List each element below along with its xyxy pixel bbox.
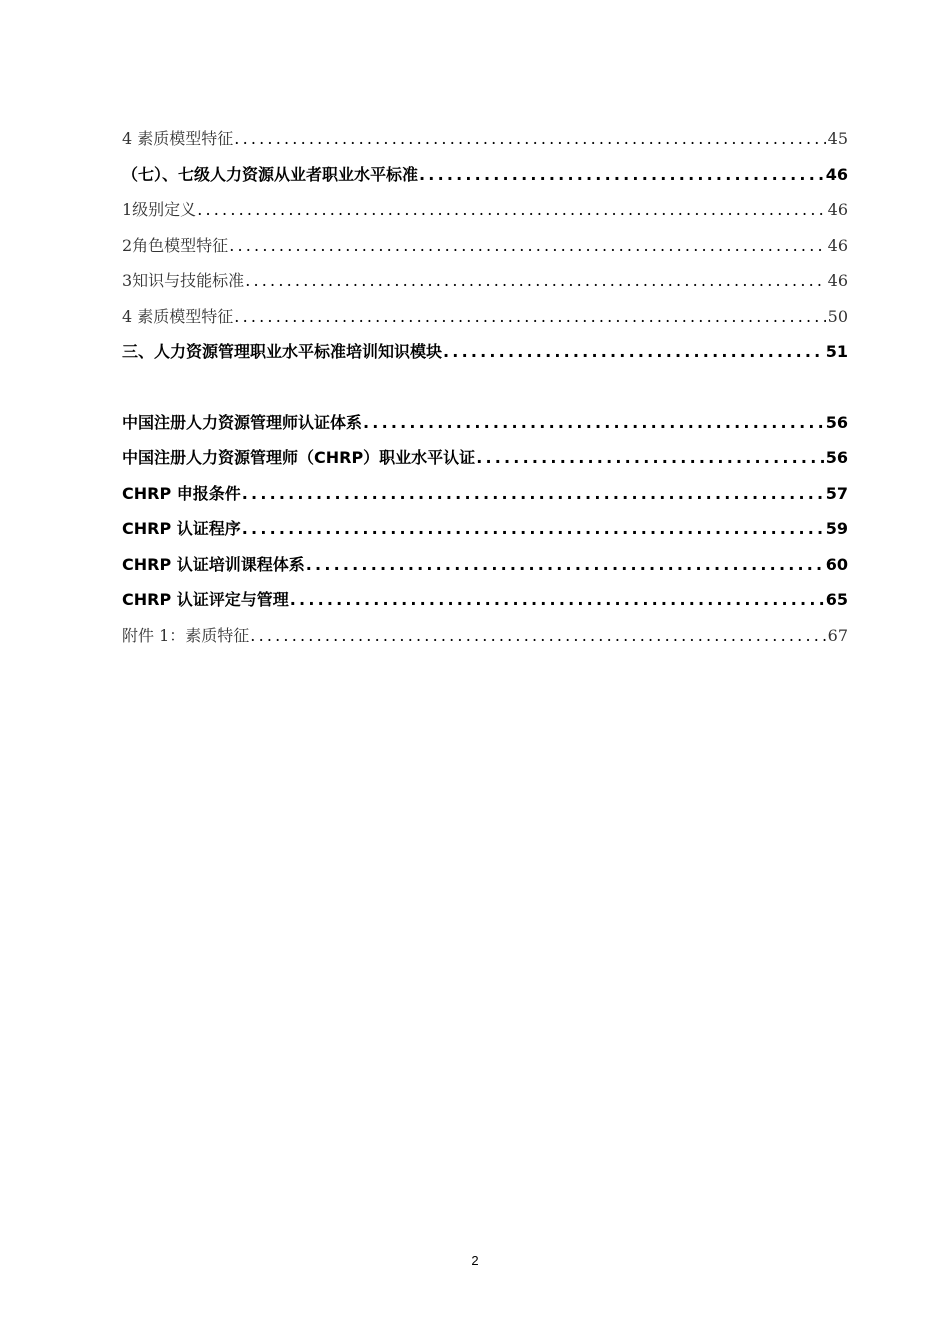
toc-leader-dots (242, 517, 824, 541)
toc-leader-dots (245, 269, 825, 293)
toc-leader-dots (234, 305, 825, 329)
toc-leader-dots (234, 127, 825, 151)
toc-leader-dots (197, 198, 825, 222)
toc-entry-title: CHRP 申报条件 (122, 483, 241, 503)
toc-entry-page: 67 (827, 625, 848, 645)
toc-entry[interactable] (122, 482, 848, 518)
toc-entry-title: CHRP 认证评定与管理 (122, 590, 289, 609)
toc-leader-dots (476, 446, 824, 470)
toc-entry-title: 附件 1：素质特征 (122, 625, 250, 645)
toc-entry-title: 2角色模型特征 (122, 235, 229, 255)
toc-entry-page: 56 (825, 448, 848, 467)
toc-entry[interactable] (122, 411, 848, 447)
toc-entry-page: 51 (825, 342, 848, 361)
toc-entry-page: 59 (825, 519, 848, 538)
toc-entry[interactable] (122, 163, 848, 199)
toc-entry-title: 4 素质模型特征 (122, 129, 234, 148)
toc-entry[interactable] (122, 234, 848, 270)
toc-entry-title: 三、人力资源管理职业水平标准培训知识模块 (122, 342, 443, 361)
toc-entry[interactable] (122, 517, 848, 553)
toc-leader-dots (443, 340, 824, 364)
toc-entry-title: CHRP 认证培训课程体系 (122, 554, 305, 574)
toc-entry-page: 45 (827, 129, 848, 148)
toc-entry-page: 46 (827, 271, 848, 290)
toc-entry[interactable] (122, 446, 848, 482)
toc-entry[interactable] (122, 553, 848, 589)
toc-leader-dots (229, 234, 825, 258)
toc-entry-title: 1级别定义 (122, 200, 197, 219)
toc-entry-page: 65 (825, 590, 848, 609)
toc-entry[interactable] (122, 588, 848, 624)
toc-entry[interactable] (122, 305, 848, 341)
toc-entry-page: 46 (825, 164, 848, 184)
toc-entry[interactable] (122, 624, 848, 660)
toc-entry[interactable] (122, 269, 848, 305)
toc-entry-page: 46 (827, 235, 848, 255)
toc-entry[interactable] (122, 198, 848, 234)
toc-entry-title: 4 素质模型特征 (122, 306, 234, 326)
toc-entry-title: 3知识与技能标准 (122, 271, 245, 290)
toc-leader-dots (363, 411, 824, 435)
toc-entry[interactable] (122, 340, 848, 376)
toc-entry-page: 46 (827, 200, 848, 219)
toc-leader-dots (242, 482, 824, 506)
toc-leader-dots (290, 588, 824, 612)
toc-leader-dots (250, 624, 825, 648)
page-number: 2 (471, 1253, 479, 1268)
toc-entry[interactable] (122, 127, 848, 163)
table-of-contents (122, 127, 848, 659)
toc-entry-page: 56 (825, 412, 848, 432)
toc-entry-title: （七）、七级人力资源从业者职业水平标准 (122, 164, 419, 184)
toc-entry-page: 57 (825, 483, 848, 503)
toc-entry-page: 50 (827, 306, 848, 326)
toc-leader-dots (306, 553, 824, 577)
toc-entry-title: CHRP 认证程序 (122, 519, 241, 538)
toc-entry-title: 中国注册人力资源管理师认证体系 (122, 412, 363, 432)
toc-leader-dots (419, 163, 824, 187)
toc-entry-page: 60 (825, 554, 848, 574)
toc-entry-title: 中国注册人力资源管理师（CHRP）职业水平认证 (122, 448, 476, 467)
